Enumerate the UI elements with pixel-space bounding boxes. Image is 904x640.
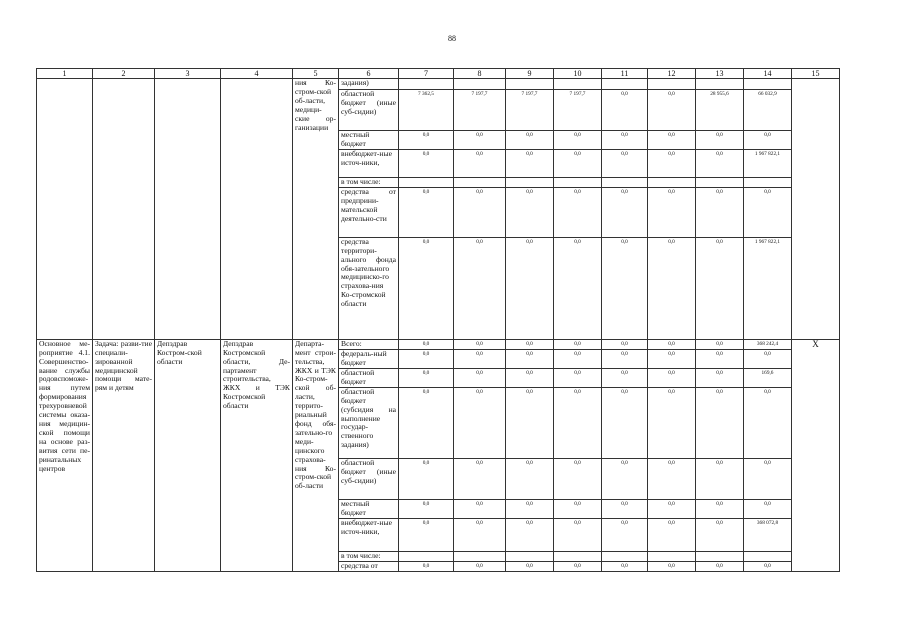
- header-cell: 4: [221, 69, 293, 79]
- header-cell: 8: [454, 69, 506, 79]
- measure-cell: Основное ме-роприятие 4.1. Совершенство-вание службы родовспоможе-ния путем формирования трехуровневой системы оказа-ния медицин-ской помощи на основе раз-вития сети пе-ринатальных центров: [37, 339, 93, 571]
- value-cell: 0,0: [454, 561, 506, 571]
- value-cell: 0,0: [554, 387, 602, 458]
- value-cell: 0,0: [696, 458, 744, 499]
- value-cell: [648, 177, 696, 187]
- value-cell: 0,0: [554, 349, 602, 368]
- value-cell: 0,0: [399, 187, 454, 237]
- source-label: областной бюджет (иные суб-сидии): [339, 90, 399, 131]
- value-cell: [696, 177, 744, 187]
- mark-cell: X: [792, 339, 840, 571]
- header-cell: 1: [37, 69, 93, 79]
- value-cell: 0,0: [602, 499, 648, 518]
- value-cell: 0,0: [399, 237, 454, 339]
- value-cell: 0,0: [454, 349, 506, 368]
- value-cell: [554, 551, 602, 561]
- value-cell: 0,0: [602, 349, 648, 368]
- value-cell: 7 362,5: [399, 90, 454, 131]
- value-cell: 0,0: [399, 339, 454, 349]
- value-cell: 0,0: [454, 187, 506, 237]
- value-cell: [554, 177, 602, 187]
- table-row: [37, 79, 840, 90]
- value-cell: 0,0: [506, 387, 554, 458]
- value-cell: 0,0: [454, 368, 506, 387]
- value-cell: 0,0: [648, 518, 696, 551]
- source-label: средства от предприни-мательской деятельно-сти: [339, 187, 399, 237]
- value-cell: 0,0: [602, 131, 648, 150]
- value-cell: 7 197,7: [454, 90, 506, 131]
- value-cell: 0,0: [648, 131, 696, 150]
- source-label: средства территори-ального фонда обя-зательного медицинско-го страхова-ния Ко-стромской области: [339, 237, 399, 339]
- value-cell: [648, 79, 696, 90]
- value-cell: [696, 551, 744, 561]
- source-label: средства от: [339, 561, 399, 571]
- value-cell: 0,0: [696, 237, 744, 339]
- value-cell: 0,0: [744, 499, 792, 518]
- value-cell: 66 032,9: [744, 90, 792, 131]
- value-cell: 0,0: [506, 349, 554, 368]
- header-cell: 5: [293, 69, 339, 79]
- value-cell: 0,0: [554, 561, 602, 571]
- value-cell: 1 967 822,1: [744, 237, 792, 339]
- value-cell: 0,0: [554, 237, 602, 339]
- value-cell: 0,0: [506, 458, 554, 499]
- value-cell: 368 072,8: [744, 518, 792, 551]
- value-cell: [506, 79, 554, 90]
- value-cell: 0,0: [602, 90, 648, 131]
- table-row: [37, 339, 840, 349]
- header-cell: 7: [399, 69, 454, 79]
- coordinator-cell: Депздрав Костром-ской области: [155, 339, 221, 571]
- header-cell: 6: [339, 69, 399, 79]
- value-cell: 0,0: [506, 499, 554, 518]
- value-cell: 0,0: [696, 518, 744, 551]
- value-cell: 0,0: [648, 561, 696, 571]
- value-cell: [399, 79, 454, 90]
- value-cell: 0,0: [399, 131, 454, 150]
- header-cell: 13: [696, 69, 744, 79]
- value-cell: 0,0: [696, 131, 744, 150]
- value-cell: 0,0: [399, 149, 454, 177]
- value-cell: 0,0: [454, 237, 506, 339]
- value-cell: 0,0: [602, 237, 648, 339]
- source-label: задания): [339, 79, 399, 90]
- value-cell: 0,0: [602, 339, 648, 349]
- source-label: в том числе:: [339, 551, 399, 561]
- value-cell: [506, 551, 554, 561]
- value-cell: 0,0: [554, 368, 602, 387]
- source-label: внебюджет-ные источ-ники,: [339, 518, 399, 551]
- empty-cell-col15: [792, 79, 840, 340]
- value-cell: 0,0: [454, 131, 506, 150]
- value-cell: 0,0: [744, 349, 792, 368]
- value-cell: 0,0: [648, 458, 696, 499]
- value-cell: 0,0: [648, 368, 696, 387]
- value-cell: 0,0: [602, 518, 648, 551]
- value-cell: [744, 79, 792, 90]
- value-cell: 0,0: [399, 368, 454, 387]
- value-cell: 0,0: [399, 458, 454, 499]
- value-cell: [648, 551, 696, 561]
- value-cell: 0,0: [696, 387, 744, 458]
- participants-cell: Депздрав Костромской области, Де-партамент строительства, ЖКХ и ТЭК Костромской области: [221, 339, 293, 571]
- header-cell: 11: [602, 69, 648, 79]
- value-cell: 0,0: [554, 518, 602, 551]
- task-cell: Задача: разви-тие специали-зированной медицинской помощи мате-рям и детям: [93, 339, 155, 571]
- value-cell: [399, 551, 454, 561]
- value-cell: 0,0: [399, 349, 454, 368]
- value-cell: [696, 79, 744, 90]
- value-cell: 169,6: [744, 368, 792, 387]
- value-cell: [744, 177, 792, 187]
- value-cell: 0,0: [744, 458, 792, 499]
- value-cell: 0,0: [554, 149, 602, 177]
- source-label: областной бюджет (иные суб-сидии): [339, 458, 399, 499]
- value-cell: [399, 177, 454, 187]
- header-cell: 15: [792, 69, 840, 79]
- value-cell: 0,0: [506, 339, 554, 349]
- value-cell: 0,0: [506, 518, 554, 551]
- header-cell: 2: [93, 69, 155, 79]
- value-cell: 0,0: [744, 187, 792, 237]
- source-label: областной бюджет: [339, 368, 399, 387]
- value-cell: 0,0: [696, 149, 744, 177]
- source-label: внебюджет-ные источ-ники,: [339, 149, 399, 177]
- value-cell: 0,0: [602, 149, 648, 177]
- value-cell: 0,0: [506, 561, 554, 571]
- value-cell: 0,0: [399, 387, 454, 458]
- value-cell: 0,0: [696, 187, 744, 237]
- value-cell: 0,0: [399, 499, 454, 518]
- value-cell: 0,0: [744, 387, 792, 458]
- source-label: местный бюджет: [339, 131, 399, 150]
- header-row: [37, 69, 840, 79]
- empty-cell-col1: [37, 79, 93, 340]
- value-cell: [454, 551, 506, 561]
- empty-cell-col2: [93, 79, 155, 340]
- value-cell: 0,0: [648, 499, 696, 518]
- value-cell: [602, 551, 648, 561]
- value-cell: 0,0: [506, 131, 554, 150]
- value-cell: 0,0: [454, 149, 506, 177]
- value-cell: [602, 177, 648, 187]
- value-cell: 0,0: [602, 368, 648, 387]
- value-cell: 0,0: [602, 187, 648, 237]
- value-cell: 7 197,7: [506, 90, 554, 131]
- empty-cell-col4: [221, 79, 293, 340]
- value-cell: 0,0: [554, 339, 602, 349]
- value-cell: 0,0: [506, 368, 554, 387]
- value-cell: 0,0: [506, 237, 554, 339]
- value-cell: 0,0: [744, 561, 792, 571]
- header-cell: 9: [506, 69, 554, 79]
- value-cell: 368 242,4: [744, 339, 792, 349]
- value-cell: 28 955,6: [696, 90, 744, 131]
- value-cell: 0,0: [506, 149, 554, 177]
- value-cell: 0,0: [454, 499, 506, 518]
- value-cell: 0,0: [648, 149, 696, 177]
- source-label: федераль-ный бюджет: [339, 349, 399, 368]
- source-label: в том числе:: [339, 177, 399, 187]
- executor-cell: Департа-мент строи-тельства, ЖКХ и ТЭК Ко-стром-ской об-ласти, террито-риальный фонд обя-зательно-го меди-цинского страхова-ния Ко-стром-ской об-ласти: [293, 339, 339, 571]
- value-cell: 0,0: [602, 561, 648, 571]
- header-cell: 12: [648, 69, 696, 79]
- source-label: областной бюджет (субсидия на выполнение государ-ственного задания): [339, 387, 399, 458]
- source-label: местный бюджет: [339, 499, 399, 518]
- header-cell: 10: [554, 69, 602, 79]
- value-cell: 0,0: [454, 518, 506, 551]
- value-cell: 0,0: [696, 499, 744, 518]
- value-cell: 0,0: [648, 187, 696, 237]
- value-cell: 0,0: [696, 339, 744, 349]
- value-cell: [602, 79, 648, 90]
- value-cell: 0,0: [648, 90, 696, 131]
- value-cell: [454, 79, 506, 90]
- value-cell: 0,0: [454, 339, 506, 349]
- value-cell: 7 197,7: [554, 90, 602, 131]
- value-cell: 0,0: [399, 518, 454, 551]
- value-cell: 0,0: [648, 349, 696, 368]
- value-cell: [554, 79, 602, 90]
- value-cell: 0,0: [648, 339, 696, 349]
- value-cell: 0,0: [454, 458, 506, 499]
- value-cell: 0,0: [648, 237, 696, 339]
- header-cell: 14: [744, 69, 792, 79]
- value-cell: 0,0: [554, 458, 602, 499]
- value-cell: [744, 551, 792, 561]
- value-cell: 0,0: [554, 131, 602, 150]
- value-cell: 0,0: [506, 187, 554, 237]
- page-number: 88: [448, 34, 456, 43]
- value-cell: 0,0: [602, 387, 648, 458]
- value-cell: 0,0: [696, 349, 744, 368]
- table-body: [37, 69, 840, 572]
- value-cell: 0,0: [602, 458, 648, 499]
- value-cell: 0,0: [554, 187, 602, 237]
- executor-cell: ния Ко-стром-ской об-ласти, медици-ские ор-ганизации: [293, 79, 339, 340]
- value-cell: 0,0: [696, 368, 744, 387]
- value-cell: 0,0: [399, 561, 454, 571]
- value-cell: 0,0: [696, 561, 744, 571]
- value-cell: [454, 177, 506, 187]
- value-cell: 0,0: [454, 387, 506, 458]
- empty-cell-col3: [155, 79, 221, 340]
- budget-table: [36, 68, 840, 572]
- value-cell: 0,0: [648, 387, 696, 458]
- source-label: Всего:: [339, 339, 399, 349]
- value-cell: 0,0: [554, 499, 602, 518]
- value-cell: 0,0: [744, 131, 792, 150]
- value-cell: 1 967 822,1: [744, 149, 792, 177]
- header-cell: 3: [155, 69, 221, 79]
- value-cell: [506, 177, 554, 187]
